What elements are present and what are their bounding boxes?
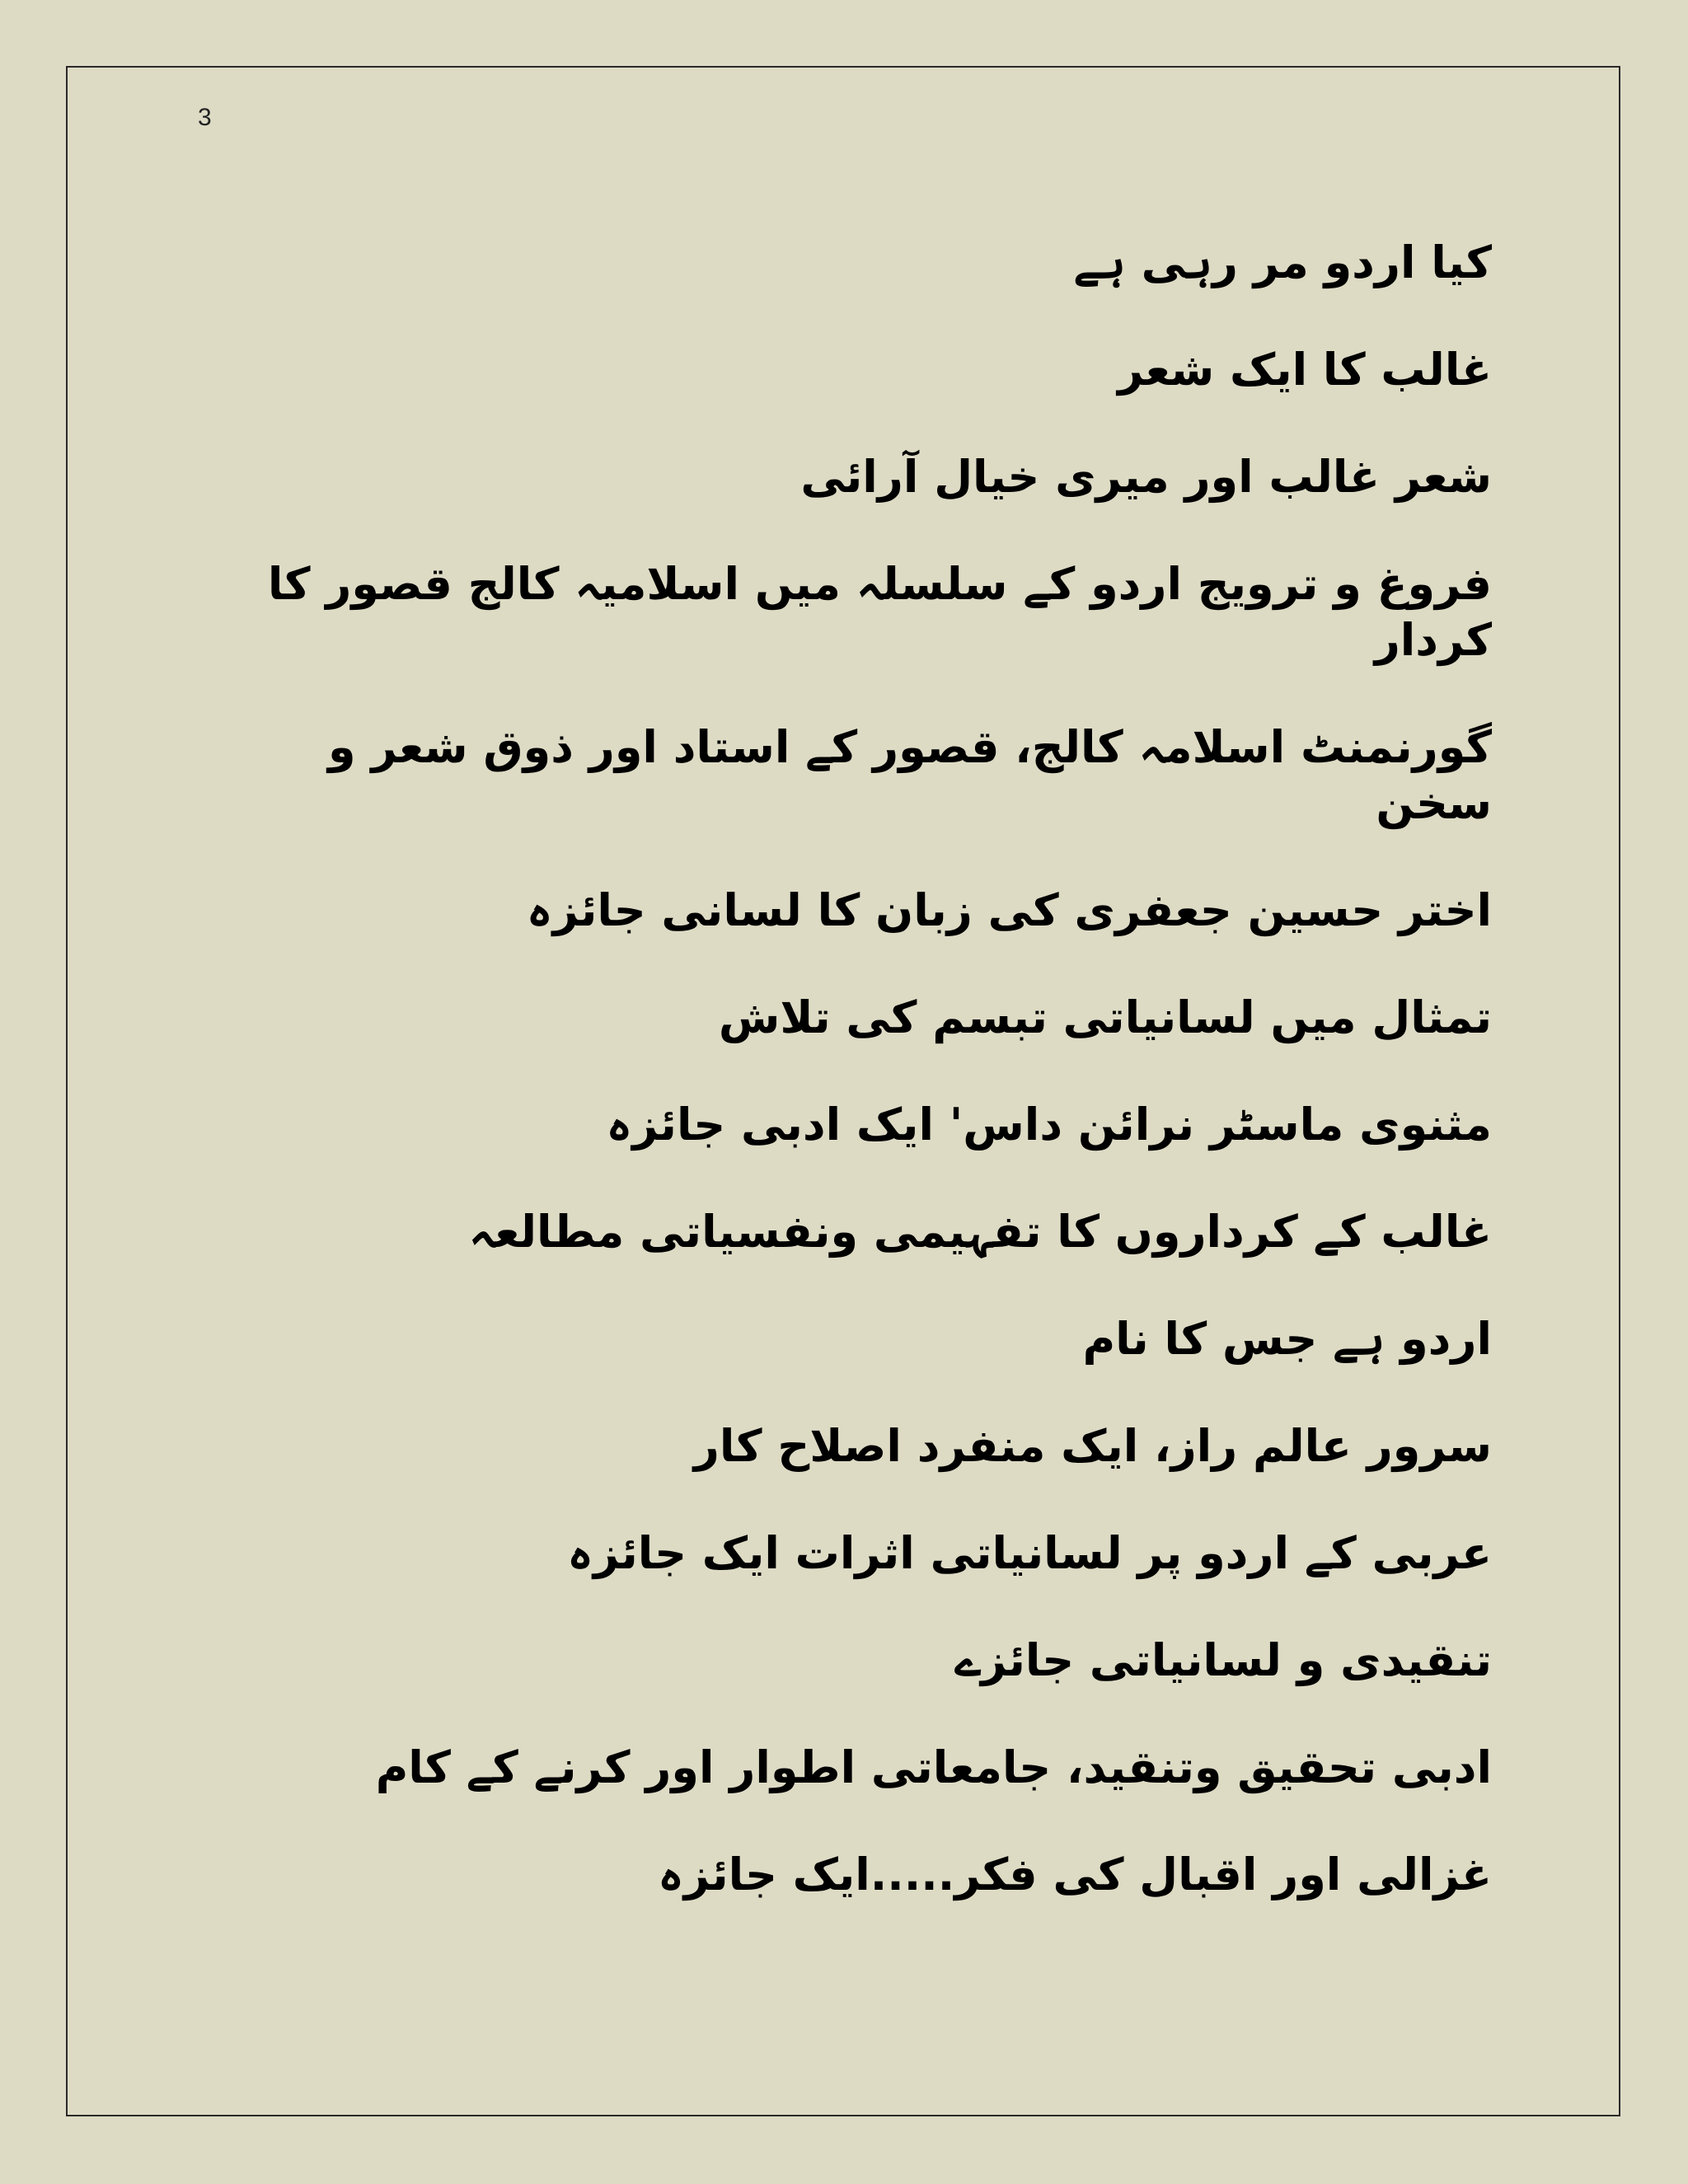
toc-item: کیا اردو مر رہی ہے [1073,237,1492,288]
toc-item: غالب کا ایک شعر [1118,344,1492,396]
table-of-contents [231,235,1492,1954]
toc-item: غزالی اور اقبال کی فکر.....ایک جائزہ [658,1849,1492,1900]
toc-item: ادبی تحقیق وتنقید، جامعاتی اطوار اور کرنے کے کام [375,1741,1492,1793]
toc-item: اردو ہے جس کا نام [1082,1313,1492,1365]
toc-item: سرور عالم راز، ایک منفرد اصلاح کار [693,1420,1492,1472]
toc-item: فروغ و ترویج اردو کے سلسلہ میں اسلامیہ کالج قصور کا کردار [267,558,1492,666]
toc-item: تنقیدی و لسانیاتی جائزے [954,1634,1492,1686]
toc-item: اختر حسین جعفری کی زبان کا لسانی جائزہ [526,884,1492,936]
page-number: 3 [198,104,212,131]
toc-item: مثنوی ماسٹر نرائن داس' ایک ادبی جائزہ [606,1099,1492,1151]
toc-item: عربی کے اردو پر لسانیاتی اثرات ایک جائزہ [567,1527,1492,1579]
toc-item: غالب کے کرداروں کا تفہیمی ونفسیاتی مطالعہ [468,1206,1492,1258]
toc-item: شعر غالب اور میری خیال آرائی [800,451,1492,503]
toc-item: تمثال میں لسانیاتی تبسم کی تلاش [718,991,1492,1043]
toc-item: گورنمنٹ اسلامہ کالج، قصور کے استاد اور ذوق شعر و سخن [328,721,1492,829]
